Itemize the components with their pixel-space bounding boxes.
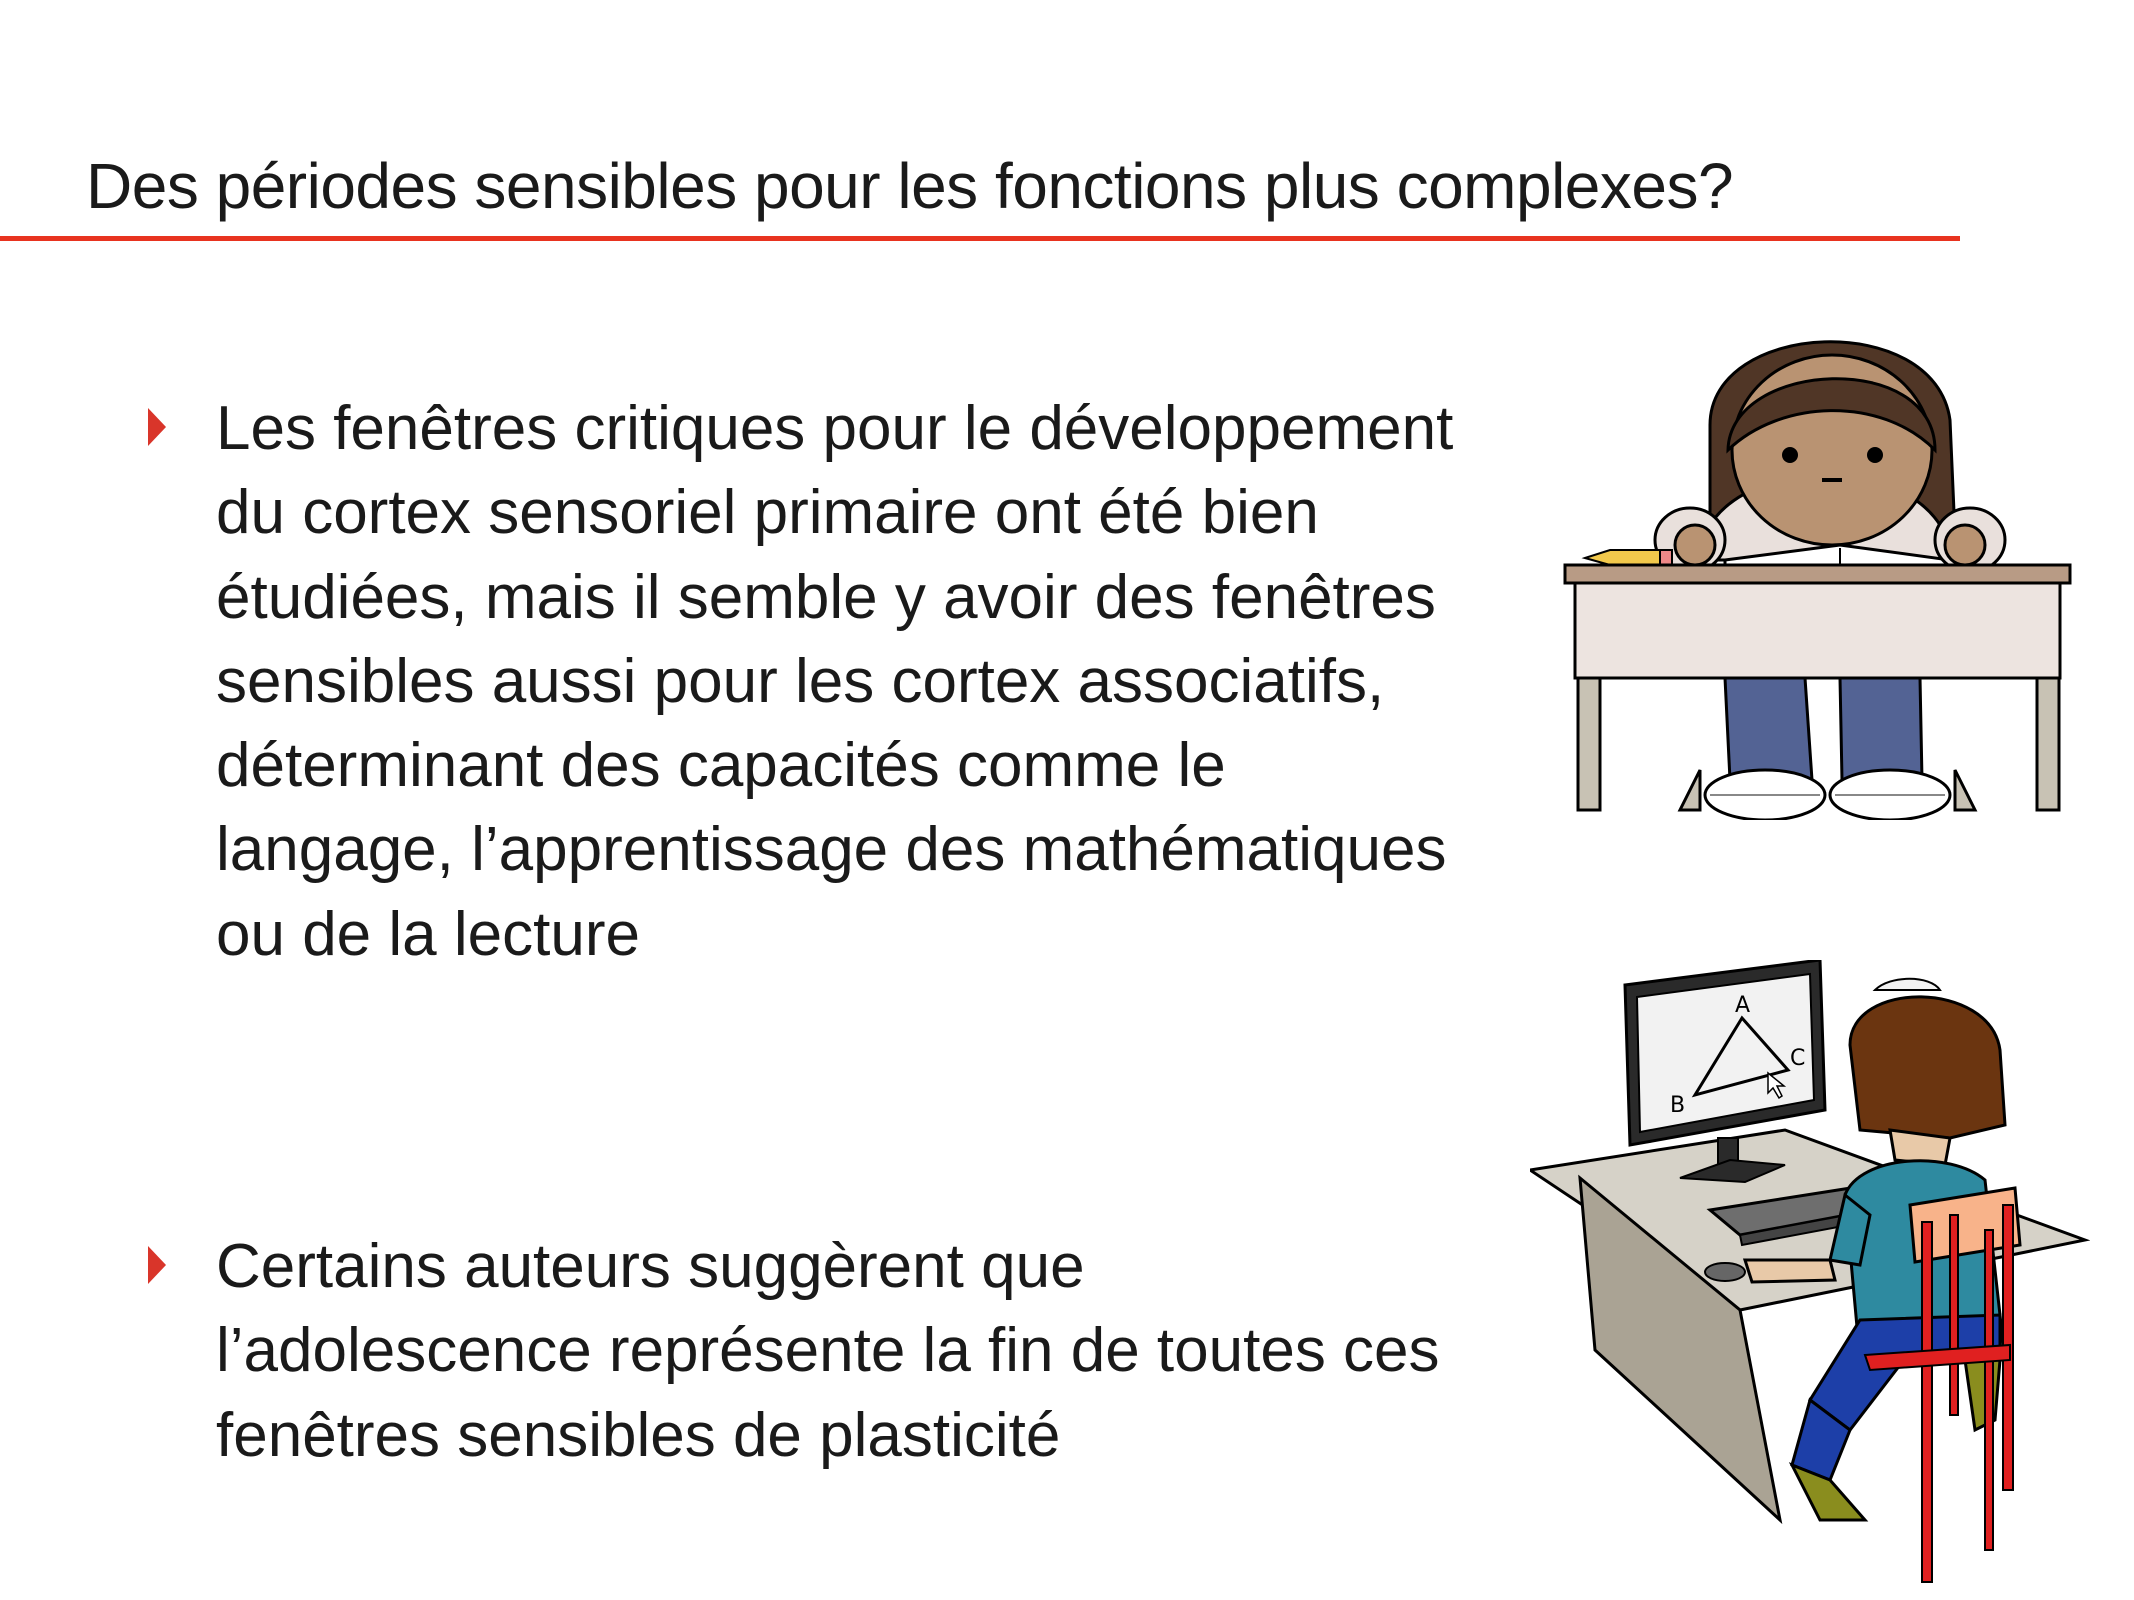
- title-underline: [0, 236, 1960, 241]
- screen-label-c: C: [1790, 1046, 1806, 1071]
- triangle-right-icon: [148, 1246, 166, 1284]
- screen-label-b: B: [1670, 1093, 1686, 1118]
- child-reading-at-desk-icon: [1550, 300, 2090, 820]
- bullet-text: Les fenêtres critiques pour le développement du cortex sensoriel primaire ont été bien étudiées, mais il semble y avoir des fenêtres sensibles aussi pour les cortex associatifs, déterminant des capacités comme le langage, l’apprentissage des mathématiques ou de la lecture: [216, 394, 1454, 969]
- slide-title: Des périodes sensibles pour les fonctions plus complexes?: [86, 150, 1734, 222]
- bullet-text: Certains auteurs suggèrent que l’adolescence représente la fin de toutes ces fenêtres sensibles de plasticité: [216, 1232, 1440, 1470]
- screen-label-a: A: [1735, 993, 1751, 1018]
- triangle-right-icon: [148, 408, 166, 446]
- child-at-computer-icon: [1530, 960, 2090, 1590]
